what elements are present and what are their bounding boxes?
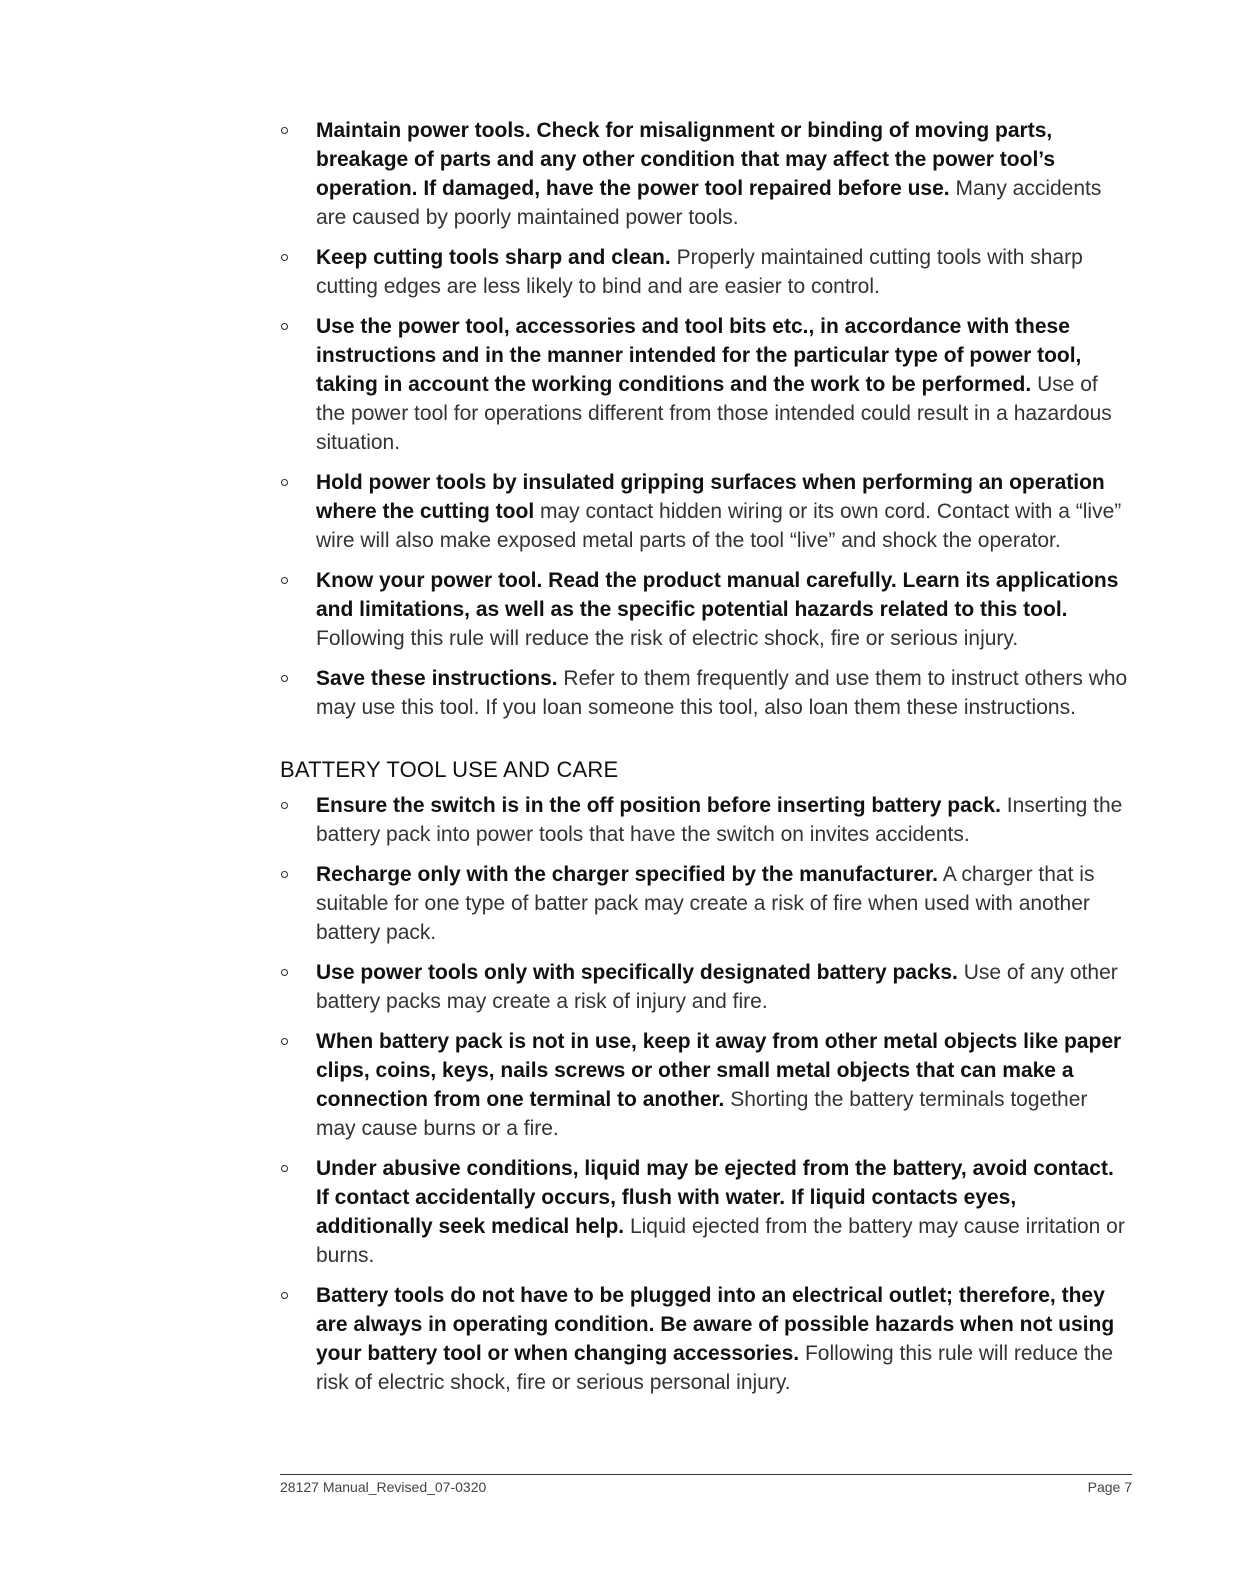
rule-text: Following this rule will reduce the risk of electric shock, fire or serious injury. — [316, 627, 1019, 650]
rule-lead: Hold power tools by insulated gripping surfaces when performing an operation where the cutting tool — [316, 471, 1105, 523]
rule-text: Shorting the battery terminals together may cause burns or a fire. — [316, 1088, 1088, 1140]
rule-text: Many accidents are caused by poorly maintained power tools. — [316, 177, 1102, 229]
rule-lead: Save these instructions. — [316, 667, 558, 690]
bullet-icon — [281, 675, 288, 682]
rule-lead: Keep cutting tools sharp and clean. — [316, 246, 671, 269]
list-item — [280, 664, 1132, 722]
rule-text: may contact hidden wiring or its own cord. Contact with a “live” wire will also make exposed metal parts of the tool “live” and shock the operator. — [316, 500, 1122, 552]
rule-text: Use of any other battery packs may create a risk of injury and fire. — [316, 961, 1118, 1013]
rule-lead: Under abusive conditions, liquid may be ejected from the battery, avoid contact. If contact accidentally occurs, flush with water. If liquid contacts eyes, additionally seek medical help. — [316, 1157, 1114, 1238]
rule-text: Liquid ejected from the battery may cause irritation or burns. — [316, 1215, 1125, 1267]
safety-rules-list — [280, 116, 1132, 722]
list-item — [280, 1027, 1132, 1143]
rule-lead: Use power tools only with specifically designated battery packs. — [316, 961, 958, 984]
page-footer — [280, 1474, 1132, 1495]
list-item — [280, 958, 1132, 1016]
list-item — [280, 791, 1132, 849]
rule-lead: Maintain power tools. Check for misalignment or binding of moving parts, breakage of parts and any other condition that may affect the power tool’s operation. If damaged, have the power tool repaired before use. — [316, 119, 1056, 200]
list-item — [280, 243, 1132, 301]
rule-text: Refer to them frequently and use them to instruct others who may use this tool. If you loan someone this tool, also loan them these instructions. — [316, 667, 1128, 719]
rule-text: A charger that is suitable for one type of batter pack may create a risk of fire when used with another battery pack. — [316, 863, 1095, 944]
rule-lead: Battery tools do not have to be plugged into an electrical outlet; therefore, they are always in operating condition. Be aware of possible hazards when not using your battery tool or when changing accessories. — [316, 1284, 1115, 1365]
bullet-icon — [281, 479, 288, 486]
bullet-icon — [281, 127, 288, 134]
list-item — [280, 566, 1132, 653]
list-item — [280, 312, 1132, 457]
rule-lead: When battery pack is not in use, keep it away from other metal objects like paper clips, coins, keys, nails screws or other small metal objects that can make a connection from one terminal to another. — [316, 1030, 1122, 1111]
rule-text: Properly maintained cutting tools with sharp cutting edges are less likely to bind and are easier to control. — [316, 246, 1083, 298]
list-item — [280, 860, 1132, 947]
list-item — [280, 468, 1132, 555]
bullet-icon — [281, 802, 288, 809]
battery-rules-list — [280, 791, 1132, 1397]
bullet-icon — [281, 871, 288, 878]
footer-doc-id: 28127 Manual_Revised_07-0320 — [280, 1479, 487, 1495]
footer-page-number: Page 7 — [1087, 1479, 1132, 1495]
rule-lead: Ensure the switch is in the off position before inserting battery pack. — [316, 794, 1001, 817]
rule-text: Inserting the battery pack into power tools that have the switch on invites accidents. — [316, 794, 1123, 846]
bullet-icon — [281, 577, 288, 584]
bullet-icon — [281, 969, 288, 976]
section-heading: BATTERY TOOL USE AND CARE — [280, 757, 619, 782]
bullet-icon — [281, 323, 288, 330]
bullet-icon — [281, 1038, 288, 1045]
bullet-icon — [281, 254, 288, 261]
bullet-icon — [281, 1292, 288, 1299]
bullet-icon — [281, 1165, 288, 1172]
list-item — [280, 1281, 1132, 1397]
rule-lead: Use the power tool, accessories and tool bits etc., in accordance with these instructions and in the manner intended for the particular type of power tool, taking in account the working conditions and the work to be performed. — [316, 315, 1082, 396]
list-item — [280, 116, 1132, 232]
list-item — [280, 1154, 1132, 1270]
rule-text: Following this rule will reduce the risk of electric shock, fire or serious personal injury. — [316, 1342, 1114, 1394]
page-content — [280, 116, 1132, 1408]
rule-text: Use of the power tool for operations different from those intended could result in a hazardous situation. — [316, 373, 1112, 454]
rule-lead: Recharge only with the charger specified by the manufacturer. — [316, 863, 939, 886]
rule-lead: Know your power tool. Read the product manual carefully. Learn its applications and limitations, as well as the specific potential hazards related to this tool. — [316, 569, 1119, 621]
